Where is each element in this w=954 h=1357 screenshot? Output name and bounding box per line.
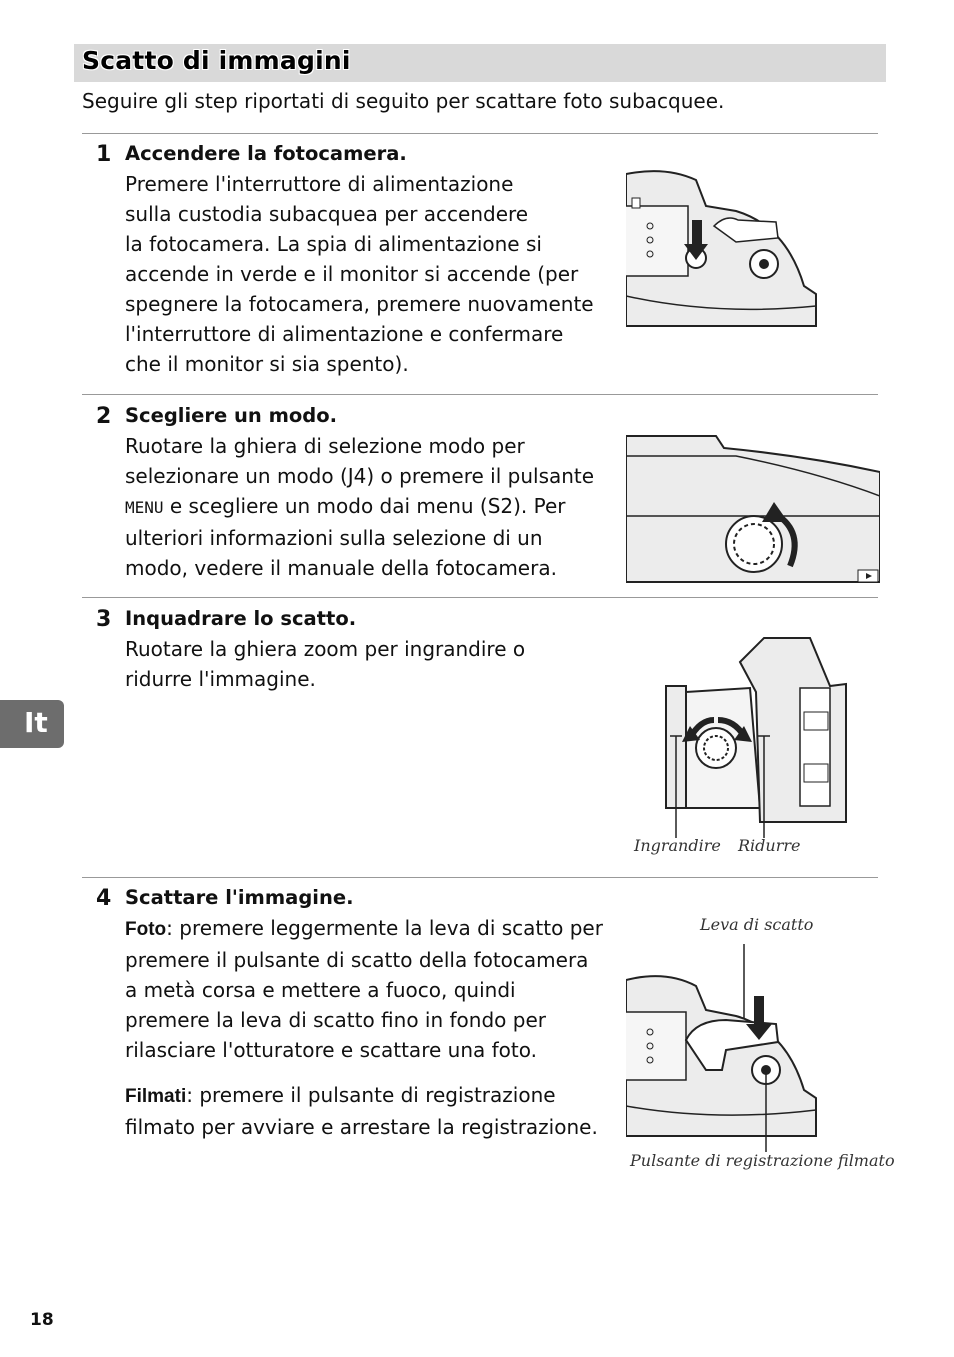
step-number: 1 [96,142,112,167]
step-line: rilasciare l'otturatore e scattare una foto. [125,1038,537,1062]
section-title-bar [74,44,886,82]
divider [82,394,878,395]
step-line: premere la leva di scatto fino in fondo per [125,1008,546,1032]
step-line: a metà corsa e mettere a fuoco, quindi [125,978,516,1002]
language-tab-label: It [24,706,48,739]
step-line: Ruotare la ghiera zoom per ingrandire o [125,637,526,661]
mode-dial-illustration [626,432,880,584]
power-switch-illustration [626,166,818,330]
step-line: l'interruttore di alimentazione e confermare [125,322,564,346]
divider [82,877,878,878]
step-line: la fotocamera. La spia di alimentazione si [125,232,542,256]
page-title: Scatto di immagini [82,46,351,75]
step-heading: Accendere la fotocamera. [125,142,407,165]
step-line [125,913,615,945]
step-line [125,1080,615,1112]
step-line-text: : premere il pulsante di registrazione [186,1083,556,1107]
divider [82,597,878,598]
step-line: ulteriori informazioni sulla selezione di un [125,526,543,550]
language-tab [0,700,64,748]
step-line: Premere l'interruttore di alimentazione [125,172,514,196]
zoom-ring-illustration [660,632,854,838]
step-line: sulla custodia subacquea per accendere [125,202,529,226]
step-line: filmato per avviare e arrestare la registrazione. [125,1115,598,1139]
step-line-text: : premere leggermente la leva di scatto per [166,916,603,940]
caption-zoom-in: Ingrandire [634,836,721,855]
shutter-lever-illustration [626,940,818,1152]
step-3 [125,604,615,694]
step-line: premere il pulsante di scatto della fotocamera [125,948,589,972]
page-number: 18 [30,1310,54,1330]
step-heading: Scattare l'immagine. [125,886,354,909]
step-line: che il monitor si sia spento). [125,352,409,376]
caption-movie-record-button: Pulsante di registrazione filmato [630,1151,895,1170]
step-number: 3 [96,607,112,632]
photo-label: Foto [125,919,167,940]
step-line-text: e scegliere un modo dai menu (S2). Per [163,494,566,518]
menu-button-label: MENU [125,498,164,517]
step-number: 4 [96,886,112,911]
step-heading: Inquadrare lo scatto. [125,607,357,630]
step-line: accende in verde e il monitor si accende (per [125,262,579,286]
step-line: Ruotare la ghiera di selezione modo per [125,434,525,458]
step-1 [125,139,615,379]
caption-shutter-lever: Leva di scatto [700,915,814,934]
step-4 [125,883,615,1142]
step-number: 2 [96,404,112,429]
divider [82,133,878,134]
caption-zoom-out: Ridurre [738,836,801,855]
step-2 [125,401,615,583]
step-line: ridurre l'immagine. [125,667,316,691]
step-line [125,491,615,523]
movie-label: Filmati [125,1086,187,1107]
intro-text: Seguire gli step riportati di seguito per scattare foto subacquee. [82,89,725,113]
step-heading: Scegliere un modo. [125,404,338,427]
step-line: spegnere la fotocamera, premere nuovamente [125,292,594,316]
step-line: modo, vedere il manuale della fotocamera. [125,556,557,580]
step-line: selezionare un modo (J4) o premere il pulsante [125,464,595,488]
